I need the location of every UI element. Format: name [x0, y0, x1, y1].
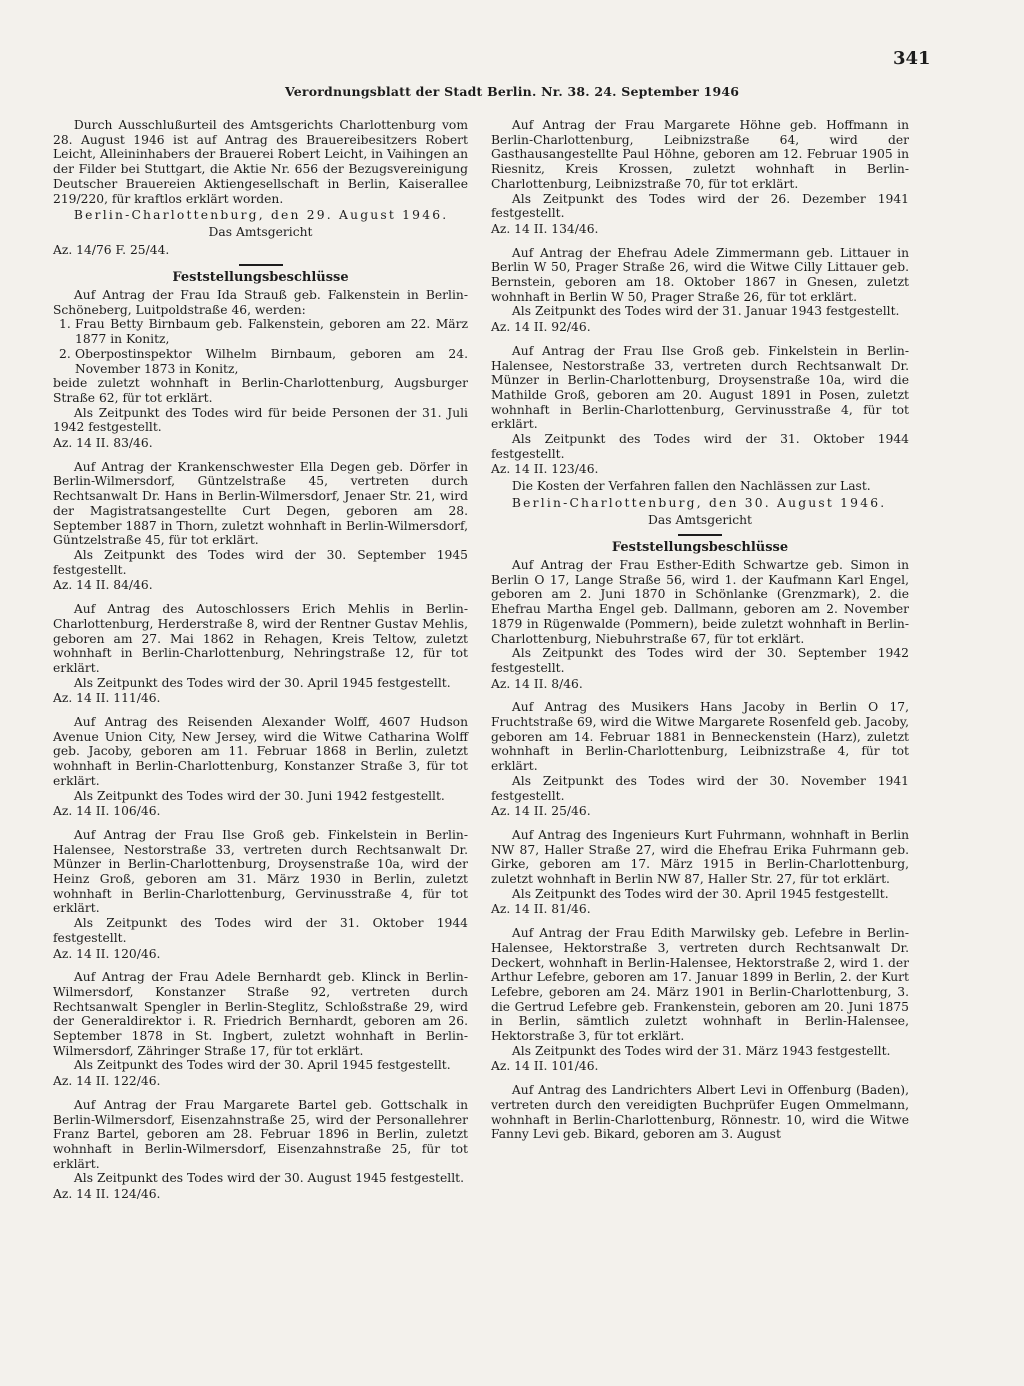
file-reference: Az. 14 II. 84/46.	[53, 578, 153, 593]
file-reference: Az. 14 II. 134/46.	[491, 221, 599, 236]
page-number: 341	[893, 48, 931, 69]
death-date-statement: Als Zeitpunkt des Todes wird der 31. Oktober 1944 festgestellt.	[53, 916, 468, 945]
court-signature: Das Amtsgericht	[208, 224, 313, 239]
death-date-statement: Als Zeitpunkt des Todes wird der 26. Dezember 1941 festgestellt.	[491, 191, 909, 221]
file-reference: Az. 14 II. 8/46.	[491, 676, 583, 691]
file-reference: Az. 14 II. 106/46.	[53, 804, 161, 819]
entry-text: Auf Antrag der Krankenschwester Ella Degen geb. Dörfer in Berlin-Wilmersdorf, Güntzelstraße 45, vertreten durch Rechtsanwalt Dr. Hans in Berlin-Wilmersdorf, Jenaer Str. 21, wird der Magistratsangestellte Curt Degen, geboren am 28. September 1887 in Thorn, zuletzt wohnhaft in Berlin-Wilmersdorf, Güntzelstraße 45, für tot erklärt.	[53, 459, 468, 548]
section-heading: Feststellungsbeschlüsse	[172, 270, 349, 286]
death-date-statement: Als Zeitpunkt des Todes wird der 30. April 1945 festgestellt.	[73, 1058, 451, 1073]
file-reference: Az. 14 II. 83/46.	[53, 436, 153, 451]
death-date-statement: Als Zeitpunkt des Todes wird der 30. April 1945 festgestellt.	[73, 675, 451, 690]
court-signature: Das Amtsgericht	[648, 512, 752, 527]
costs-statement: Die Kosten der Verfahren fallen den Nachlässen zur Last.	[511, 479, 871, 494]
list-item	[53, 347, 468, 376]
entry-text: beide zuletzt wohnhaft in Berlin-Charlottenburg, Augsburger Straße 62, für tot erklärt.	[53, 376, 468, 405]
entry-text: Auf Antrag des Ingenieurs Kurt Fuhrmann, wohnhaft in Berlin NW 87, Haller Straße 27, wird die Ehefrau Erika Fuhrmann geb. Girke, geboren am 17. März 1915 in Berlin-Charlottenburg, zuletzt wohnhaft in Berlin NW 87, Haller Str. 27, für tot erklärt.	[491, 827, 909, 887]
place-date: Berlin-Charlottenburg, den 29. August 1946.	[73, 208, 449, 223]
death-date-statement: Als Zeitpunkt des Todes wird der 30. August 1945 festgestellt.	[73, 1171, 464, 1186]
left-column	[53, 118, 468, 1211]
file-reference: Az. 14 II. 122/46.	[53, 1074, 161, 1089]
death-date-statement: Als Zeitpunkt des Todes wird der 31. Oktober 1944 festgestellt.	[491, 432, 909, 461]
file-reference: Az. 14 II. 120/46.	[53, 946, 161, 961]
death-date-statement: Als Zeitpunkt des Todes wird der 30. September 1945 festgestellt.	[53, 547, 468, 577]
file-reference: Az. 14 II. 111/46.	[53, 691, 161, 706]
entry-text: Auf Antrag der Frau Ilse Groß geb. Finkelstein in Berlin-Halensee, Nestorstraße 33, vertreten durch Rechtsanwalt Dr. Münzer in Berlin-Charlottenburg, Droysenstraße 10a, wird der Heinz Groß, geboren am 31. März 1930 in Berlin, zuletzt wohnhaft in Berlin-Charlottenburg, Gervinusstraße 4, für tot erklärt.	[53, 827, 468, 916]
section-heading: Feststellungsbeschlüsse	[611, 540, 789, 556]
death-date-statement: Als Zeitpunkt des Todes wird der 31. Januar 1943 festgestellt.	[511, 304, 900, 319]
entry-text: Auf Antrag des Musikers Hans Jacoby in Berlin O 17, Fruchtstraße 69, wird die Witwe Margarete Rosenfeld geb. Jacoby, geboren am 14. Februar 1881 in Benneckenstein (Harz), zuletzt wohnhaft in Berlin-Charlottenburg, Leibnizstraße 4, für tot erklärt.	[491, 700, 910, 774]
list-item-text: Oberpostinspektor Wilhelm Birnbaum, geboren am 24. November 1873 in Konitz,	[75, 346, 468, 376]
file-reference: Az. 14 II. 123/46.	[491, 462, 599, 477]
place-date: Berlin-Charlottenburg, den 30. August 1946.	[511, 495, 887, 510]
death-date-statement: Als Zeitpunkt des Todes wird der 30. Juni 1942 festgestellt.	[73, 788, 445, 803]
list-item	[53, 317, 468, 346]
entry-text: Auf Antrag der Frau Margarete Bartel geb. Gottschalk in Berlin-Wilmersdorf, Eisenzahnstraße 25, wird der Personallehrer Franz Bartel, geboren am 28. Februar 1896 in Berlin, zuletzt wohnhaft in Berlin-Wilmersdorf, Eisenzahnstraße 25, für tot erklärt.	[53, 1097, 468, 1171]
entry-text: Auf Antrag der Frau Adele Bernhardt geb. Klinck in Berlin-Wilmersdorf, Konstanzer Straße 92, vertreten durch Rechtsanwalt Spengler in Berlin-Steglitz, Schloßstraße 29, wird der Generaldirektor i. R. Friedrich Bernhardt, geboren am 26. September 1878 in St. Ingbert, zuletzt wohnhaft in Berlin-Wilmersdorf, Zähringer Straße 17, für tot erklärt.	[53, 970, 468, 1058]
file-reference: Az. 14 II. 124/46.	[53, 1187, 161, 1202]
section-divider	[239, 264, 283, 266]
entry-text: Auf Antrag der Frau Esther-Edith Schwartze geb. Simon in Berlin O 17, Lange Straße 56, wird 1. der Kaufmann Karl Engel, geboren am 2. Juni 1870 in Schönlanke (Grenzmark), 2. die Ehefrau Martha Engel geb. Dallmann, geboren am 2. November 1879 in Rügenwalde (Pommern), beide zuletzt wohnhaft in Berlin-Charlottenburg, Niebuhrstraße 67, für tot erklärt.	[491, 557, 909, 646]
entry-text: Auf Antrag des Autoschlossers Erich Mehlis in Berlin-Charlottenburg, Herderstraße 8, wird der Rentner Gustav Mehlis, geboren am 27. Mai 1862 in Rehagen, Kreis Teltow, zuletzt wohnhaft in Berlin-Charlottenburg, Nehringstraße 12, für tot erklärt.	[53, 602, 468, 675]
file-reference: Az. 14 II. 101/46.	[491, 1059, 599, 1074]
file-reference: Az. 14 II. 92/46.	[491, 320, 591, 335]
entry-text: Auf Antrag der Frau Ida Strauß geb. Falkenstein in Berlin-Schöneberg, Luitpoldstraße 46, werden:	[53, 288, 468, 317]
entry-text: Auf Antrag der Frau Ilse Groß geb. Finkelstein in Berlin-Halensee, Nestorstraße 33, vertreten durch Rechtsanwalt Dr. Münzer in Berlin-Charlottenburg, Droysenstraße 10a, wird die Mathilde Groß, geboren am 20. August 1891 in Posen, zuletzt wohnhaft in Berlin-Charlottenburg, Gervinusstraße 4, für tot erklärt.	[491, 343, 909, 432]
death-date-statement: Als Zeitpunkt des Todes wird der 30. November 1941 festgestellt.	[491, 773, 909, 803]
file-reference: Az. 14/76 F. 25/44.	[53, 242, 170, 257]
death-date-statement: Als Zeitpunkt des Todes wird der 30. September 1942 festgestellt.	[491, 646, 909, 675]
file-reference: Az. 14 II. 25/46.	[491, 804, 591, 819]
file-reference: Az. 14 II. 81/46.	[491, 902, 591, 917]
list-number: 1.	[59, 317, 71, 332]
list-item-text: Frau Betty Birnbaum geb. Falkenstein, geboren am 22. März 1877 in Konitz,	[75, 317, 468, 347]
entry-text: Auf Antrag der Ehefrau Adele Zimmermann geb. Littauer in Berlin W 50, Prager Straße 26, wird die Witwe Cilly Littauer geb. Bernstein, geboren am 18. Oktober 1867 in Gnesen, zuletzt wohnhaft in Berlin W 50, Prager Straße 26, für tot erklärt.	[491, 245, 909, 304]
intro-paragraph: Durch Ausschlußurteil des Amtsgerichts Charlottenburg vom 28. August 1946 ist auf Antrag des Brauereibesitzers Robert Leicht, Alleininhabers der Brauerei Robert Leicht, in Vaihingen an der Filder bei Stuttgart, die Aktie Nr. 656 der Bezugsvereinigung Deutscher Brauereien Aktiengesellschaft in Berlin, Kaiserallee 219/220, für kraftlos erklärt worden.	[53, 118, 468, 206]
death-date-statement: Als Zeitpunkt des Todes wird der 30. April 1945 festgestellt.	[511, 886, 889, 901]
right-column	[491, 118, 909, 1142]
running-header: Verordnungsblatt der Stadt Berlin. Nr. 38. 24. September 1946	[285, 84, 740, 99]
death-date-statement: Als Zeitpunkt des Todes wird für beide Personen der 31. Juli 1942 festgestellt.	[53, 405, 468, 435]
entry-text: Auf Antrag der Frau Margarete Höhne geb. Hoffmann in Berlin-Charlottenburg, Leibnizstraße 64, wird der Gasthausangestellte Paul Höhne, geboren am 12. Februar 1905 in Riesnitz, Kreis Krossen, zuletzt wohnhaft in Berlin-Charlottenburg, Leibnizstraße 70, für tot erklärt.	[491, 118, 909, 191]
list-number: 2.	[59, 346, 71, 361]
section-divider	[678, 534, 722, 536]
death-date-statement: Als Zeitpunkt des Todes wird der 31. März 1943 festgestellt.	[511, 1043, 891, 1058]
entry-text: Auf Antrag der Frau Edith Marwilsky geb. Lefebre in Berlin-Halensee, Hektorstraße 3, vertreten durch Rechtsanwalt Dr. Deckert, wohnhaft in Berlin-Halensee, Hektorstraße 2, wird 1. der Arthur Lefebre, geboren am 17. Januar 1899 in Berlin, 2. der Kurt Lefebre, geboren am 24. März 1901 in Berlin-Charlottenburg, 3. die Gertrud Lefebre geb. Frankenstein, geboren am 20. Juni 1875 in Berlin, sämtlich zuletzt wohnhaft in Berlin-Halensee, Hektorstraße 3, für tot erklärt.	[491, 926, 909, 1044]
entry-text: Auf Antrag des Landrichters Albert Levi in Offenburg (Baden), vertreten durch den vereidigten Buchprüfer Eugen Ommelmann, wohnhaft in Berlin-Charlottenburg, Rönnestr. 10, wird die Witwe Fanny Levi geb. Bikard, geboren am 3. August	[491, 1083, 909, 1142]
entry-text: Auf Antrag des Reisenden Alexander Wolff, 4607 Hudson Avenue Union City, New Jersey, wird die Witwe Catharina Wolff geb. Jacoby, geboren am 11. Februar 1868 in Berlin, zuletzt wohnhaft in Berlin-Charlottenburg, Konstanzer Straße 3, für tot erklärt.	[53, 715, 468, 788]
